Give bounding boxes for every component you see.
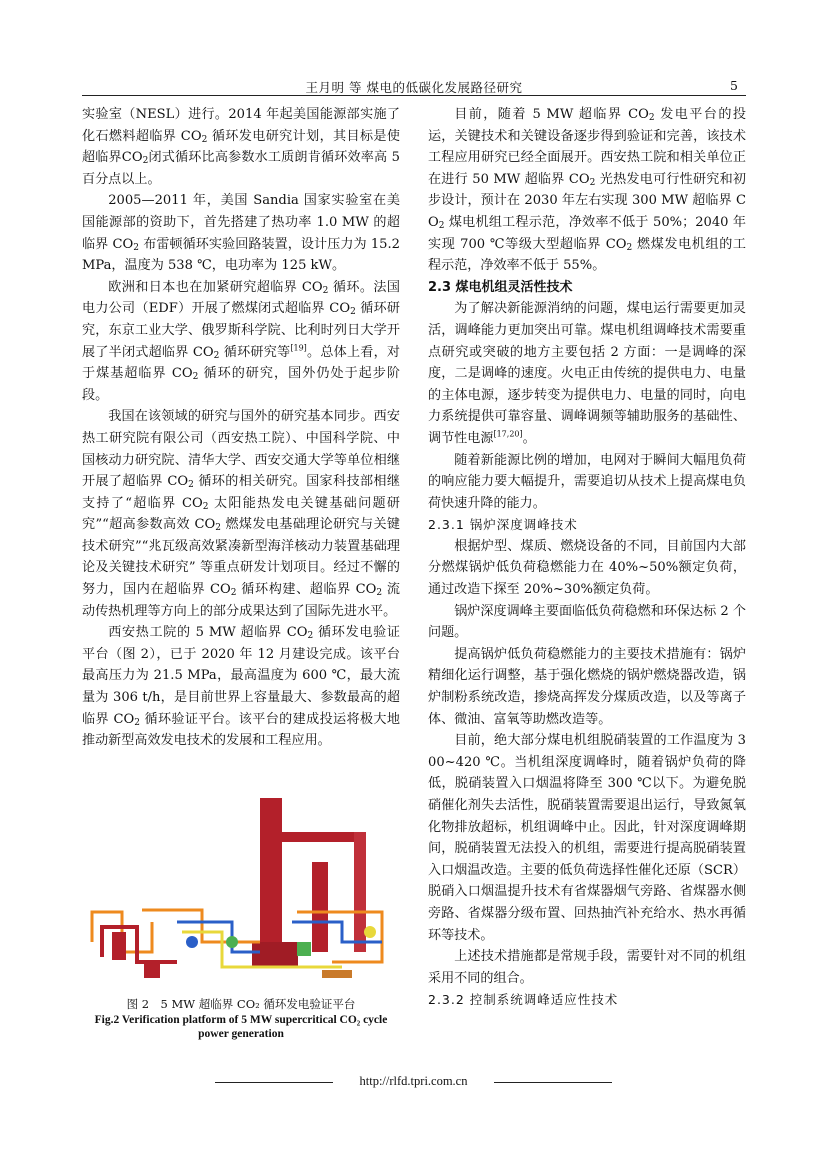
paragraph: 提高锅炉低负荷稳燃能力的主要技术措施有：锅炉精细化运行调整，基于强化燃烧的锅炉燃烧器改造，锅炉制粉系统改造，掺烧高挥发分煤质改造，以及等离子体、微油、富氧等助燃改造等。 <box>428 646 746 727</box>
pump-green <box>226 936 238 948</box>
paragraph: 2005—2011 年，美国 Sandia 国家实验室在美国能源部的资助下，首先搭建了热功率 1.0 MW 的超临界 $CO_2$ 布雷顿循环实验回路装置，设计压力为 15.2 MPa，温度为 538 ℃，电功率为 125 kW。 <box>82 193 400 274</box>
paragraph: 锅炉深度调峰主要面临低负荷稳燃和环保达标 2 个问题。 <box>428 603 746 641</box>
base-frame <box>322 970 352 978</box>
section-heading: 2.3.1 锅炉深度调峰技术 <box>428 517 578 533</box>
paragraph: 西安热工院的 5 MW 超临界 $CO_2$ 循环发电验证平台（图 2），已于 2020 年 12 月建设完成。该平台最高压力为 21.5 MPa，最高温度为 600 ℃，最大流量为 306 t/h，是目前世界上容量最大、参数最高的超临界 $CO_2$ 循环验证平台。该平台的建成投运将极大地推动新型高效发电技术的发展和工程应用。 <box>82 625 400 749</box>
pipe-main-orange <box>142 910 260 942</box>
section-heading: 2.3.2 控制系统调峰适应性技术 <box>428 992 619 1008</box>
section-heading: 2.3 煤电机组灵活性技术 <box>428 279 573 295</box>
paragraph: 实验室（NESL）进行。2014 年起美国能源部实施了化石燃料超临界 $CO_2$ 循环发电研究计划，其目标是使超临界$CO_2$闭式循环比高参数水工质朗肯循环效率高 5 百分点以上。 <box>82 107 400 187</box>
flue-riser <box>354 832 366 952</box>
paragraph: 上述技术措施都是常规手段，需要针对不同的机组采用不同的组合。 <box>428 949 746 986</box>
paragraph: 随着新能源比例的增加，电网对于瞬间大幅甩负荷的响应能力要大幅提升，需要追切从技术上提高煤电负荷快速升降的能力。 <box>428 452 746 511</box>
running-header <box>82 78 746 96</box>
flue-duct <box>282 832 362 842</box>
paragraph: 欧洲和日本也在加紧研究超临界 $CO_2$ 循环。法国电力公司（EDF）开展了燃煤闭式超临界 $CO_2$ 循环研究，东京工业大学、俄罗斯科学院、比利时列日大学开展了半闭式超临界 $CO_2$ 循环研究等[19]。总体上看，对于煤基超临界 $CO_2$ 循环的研究，国外仍处于起步阶段。 <box>82 279 401 403</box>
figure-caption-cn: 图 2 5 MW 超临界 CO₂ 循环发电验证平台 <box>126 997 356 1011</box>
running-title: 王月明 等 煤电的低碳化发展路径研究 <box>305 80 523 95</box>
footer-rule-right <box>494 1082 612 1083</box>
paragraph: 目前，绝大部分煤电机组脱硝装置的工作温度为 300~420 ℃。当机组深度调峰时，随着锅炉负荷的降低，脱硝装置入口烟温将降至 300 ℃以下。为避免脱硝催化剂失去活性，脱硝装置需要退出运行，导致氮氧化物排放超标，机组调峰中止。因此，针对深度调峰期间，脱硝装置无法投入的机组，需要进行提高脱硝装置入口烟温改造。主要的低负荷选择性催化还原（SCR）脱硝入口烟温提升技术有省煤器烟气旁路、省煤器水侧旁路、省煤器分级布置、回热抽汽补充给水、热水再循环等技术。 <box>428 733 746 943</box>
heat-exchanger <box>312 862 328 952</box>
header-rule <box>82 95 746 96</box>
right-column <box>428 104 746 1011</box>
page-number: 5 <box>730 78 738 93</box>
compressor-unit <box>112 932 126 960</box>
plant-illustration <box>82 792 400 992</box>
tank-yellow <box>364 926 376 938</box>
paragraph: 为了解决新能源消纳的问题，煤电运行需要更加灵活，调峰能力更加突出可靠。煤电机组调峰技术需要重点研究或突破的地方主要包括 2 方面：一是调峰的深度，二是调峰的速度。火电正由传统的提供电力、电量的主体电源，逐步转变为提供电力、电量的同时，向电力系统提供可靠容量、调峰调频等辅助服务的基础性、调节性电源[17,20]。 <box>428 301 746 446</box>
figure-2-platform-image <box>82 792 400 992</box>
paragraph: 根据炉型、煤质、燃烧设备的不同，目前国内大部分燃煤锅炉低负荷稳燃能力在 40%~50%额定负荷，通过改造下探至 20%~30%额定负荷。 <box>428 538 746 598</box>
footer-url: http://rlfd.tpri.com.cn <box>359 1074 468 1088</box>
cooler-unit <box>144 964 160 978</box>
boiler-tower <box>260 798 282 962</box>
paragraph: 我国在该领域的研究与国外的研究基本同步。西安热工研究院有限公司（西安热工院）、中国科学院、中国核动力研究院、清华大学、西安交通大学等单位相继开展了超临界 $CO_2$ 循环的相关研究。国家科技部相继支持了“超临界 $CO_2$ 太阳能热发电关键基础问题研究”“超高参数高效 $CO_2$ 燃煤发电基础理论研究与关键技术研究”“兆瓦级高效紧凑新型海洋核动力装置基础理论及关键技术研究” 等重点研发计划项目。经过不懈的努力，国内在超临界 $CO_2$ 循环构建、超临界 $CO_2$ 流动传热机理等方向上的部分成果达到了国际先进水平。 <box>82 409 401 619</box>
pump-blue <box>186 936 198 948</box>
boiler-base <box>252 942 298 966</box>
paragraph: 目前，随着 5 MW 超临界 $CO_2$ 发电平台的投运，关键技术和关键设备逐步得到验证和完善，该技术工程应用研究已经全面展开。西安热工院和相关单位正在进行 50 MW 超临界 $CO_2$ 光热发电可行性研究和初步设计，预计在 2030 年左右实现 300 MW 超临界 $CO_2$ 煤电机组工程示范，净效率不低于 50%；2040 年实现 700 ℃等级大型超临界 $CO_2$ 燃煤发电机组的工程示范，净效率不低于 55%。 <box>428 107 746 274</box>
figure-caption-en: Fig.2 Verification platform of 5 MW supercritical CO₂ cycle power generation <box>94 1014 388 1040</box>
left-column <box>82 104 400 752</box>
turbine-green <box>297 942 311 956</box>
